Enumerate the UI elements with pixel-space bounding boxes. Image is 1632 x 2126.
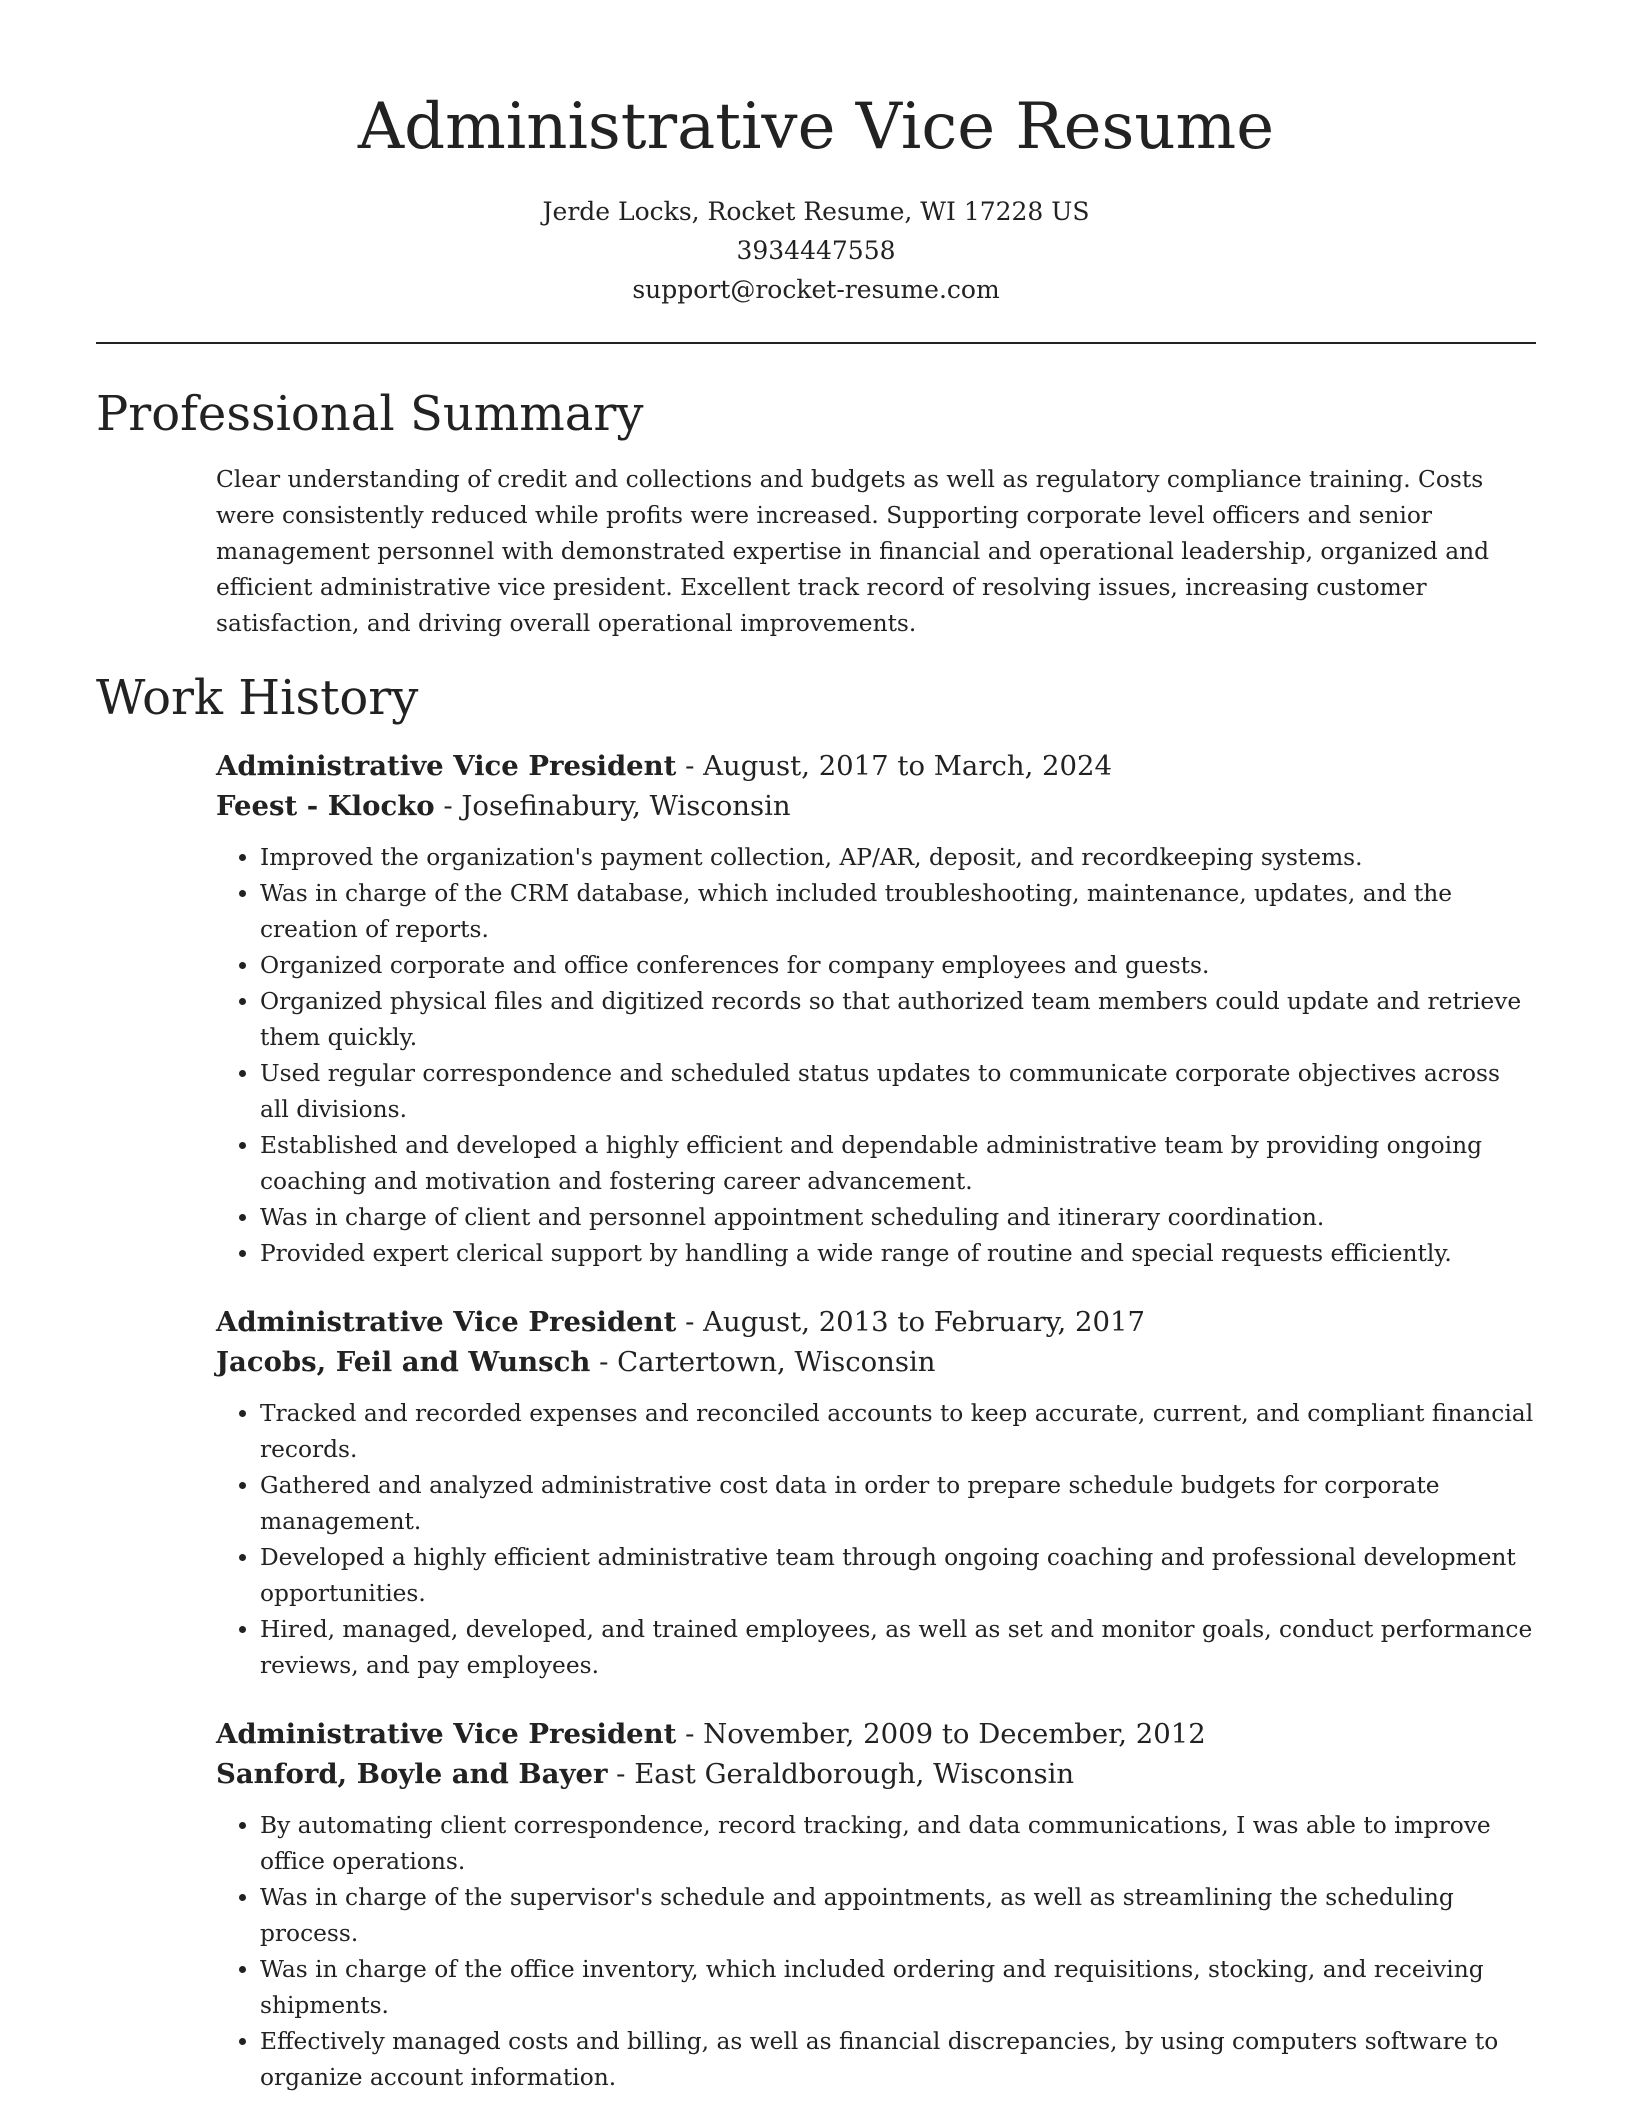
job-dates: November, 2009 to December, 2012 bbox=[703, 1718, 1206, 1750]
job-title-line bbox=[216, 1714, 1536, 1754]
work-history-heading: Work History bbox=[96, 670, 419, 726]
duty-item: • Effectively managed costs and billing, as well as financial discrepancies, by using computers software to organize account information. bbox=[260, 2024, 1536, 2096]
work-history-list bbox=[216, 746, 1536, 2126]
duty-item: • Organized corporate and office conferences for company employees and guests. bbox=[260, 948, 1536, 984]
job-location: Josefinabury, Wisconsin bbox=[461, 790, 791, 822]
job-dates: August, 2017 to March, 2024 bbox=[703, 750, 1113, 782]
separator: - bbox=[676, 1306, 704, 1338]
header-divider bbox=[96, 342, 1536, 344]
job-company-line bbox=[216, 1754, 1536, 1794]
contact-phone: 3934447558 bbox=[736, 236, 896, 265]
duty-item: • Improved the organization's payment collection, AP/AR, deposit, and recordkeeping systems. bbox=[260, 840, 1536, 876]
contact-address: Jerde Locks, Rocket Resume, WI 17228 US bbox=[542, 197, 1090, 226]
job-entry bbox=[216, 746, 1536, 1272]
job-title: Administrative Vice President bbox=[216, 1306, 677, 1338]
duty-item: • Tracked and recorded expenses and reconciled accounts to keep accurate, current, and compliant financial records. bbox=[260, 1396, 1536, 1468]
job-company: Feest - Klocko bbox=[216, 790, 435, 822]
job-title: Administrative Vice President bbox=[216, 1718, 677, 1750]
job-duties bbox=[216, 1808, 1536, 2096]
duty-item: • Provided expert clerical support by handling a wide range of routine and special requests efficiently. bbox=[260, 1236, 1536, 1272]
duty-item: • Organized physical files and digitized records so that authorized team members could update and retrieve them quickly. bbox=[260, 984, 1536, 1056]
job-duties bbox=[216, 840, 1536, 1272]
contact-email: support@rocket-resume.com bbox=[632, 275, 1000, 304]
separator: - bbox=[607, 1758, 635, 1790]
duty-item: • Developed a highly efficient administrative team through ongoing coaching and professional development opportunities. bbox=[260, 1540, 1536, 1612]
job-title-line bbox=[216, 1302, 1536, 1342]
duty-item: • By automating client correspondence, record tracking, and data communications, I was able to improve office operations. bbox=[260, 1808, 1536, 1880]
duty-item: • Used regular correspondence and scheduled status updates to communicate corporate objectives across all divisions. bbox=[260, 1056, 1536, 1128]
job-title-line bbox=[216, 746, 1536, 786]
job-location: Cartertown, Wisconsin bbox=[617, 1346, 936, 1378]
job-company: Jacobs, Feil and Wunsch bbox=[216, 1346, 591, 1378]
duty-item: • Hired, managed, developed, and trained employees, as well as set and monitor goals, conduct performance reviews, and pay employees. bbox=[260, 1612, 1536, 1684]
professional-summary-heading: Professional Summary bbox=[96, 386, 644, 442]
job-company: Sanford, Boyle and Bayer bbox=[216, 1758, 608, 1790]
job-duties bbox=[216, 1396, 1536, 1684]
job-title: Administrative Vice President bbox=[216, 750, 677, 782]
contact-info bbox=[0, 192, 1632, 309]
job-entry bbox=[216, 1714, 1536, 2096]
job-location: East Geraldborough, Wisconsin bbox=[634, 1758, 1075, 1790]
resume-title: Administrative Vice Resume bbox=[357, 90, 1275, 164]
separator: - bbox=[676, 750, 704, 782]
duty-item: • Was in charge of client and personnel appointment scheduling and itinerary coordination. bbox=[260, 1200, 1536, 1236]
job-dates: August, 2013 to February, 2017 bbox=[703, 1306, 1145, 1338]
separator: - bbox=[434, 790, 462, 822]
duty-item: • Was in charge of the supervisor's schedule and appointments, as well as streamlining the scheduling process. bbox=[260, 1880, 1536, 1952]
duty-item: • Was in charge of the office inventory, which included ordering and requisitions, stocking, and receiving shipments. bbox=[260, 1952, 1536, 2024]
duty-item: • Established and developed a highly efficient and dependable administrative team by providing ongoing coaching and motivation and fostering career advancement. bbox=[260, 1128, 1536, 1200]
job-company-line bbox=[216, 1342, 1536, 1382]
professional-summary-text: Clear understanding of credit and collections and budgets as well as regulatory compliance training. Costs were consistently reduced while profits were increased. Supporting corporate level officers and senior management personnel with demonstrated expertise in financial and operational leadership, organized and efficient administrative vice president. Excellent track record of resolving issues, increasing customer satisfaction, and driving overall operational improvements. bbox=[216, 466, 1490, 637]
duty-item: • Was in charge of the CRM database, which included troubleshooting, maintenance, updates, and the creation of reports. bbox=[260, 876, 1536, 948]
separator: - bbox=[676, 1718, 704, 1750]
separator: - bbox=[590, 1346, 618, 1378]
job-company-line bbox=[216, 786, 1536, 826]
job-entry bbox=[216, 1302, 1536, 1684]
duty-item: • Gathered and analyzed administrative cost data in order to prepare schedule budgets for corporate management. bbox=[260, 1468, 1536, 1540]
